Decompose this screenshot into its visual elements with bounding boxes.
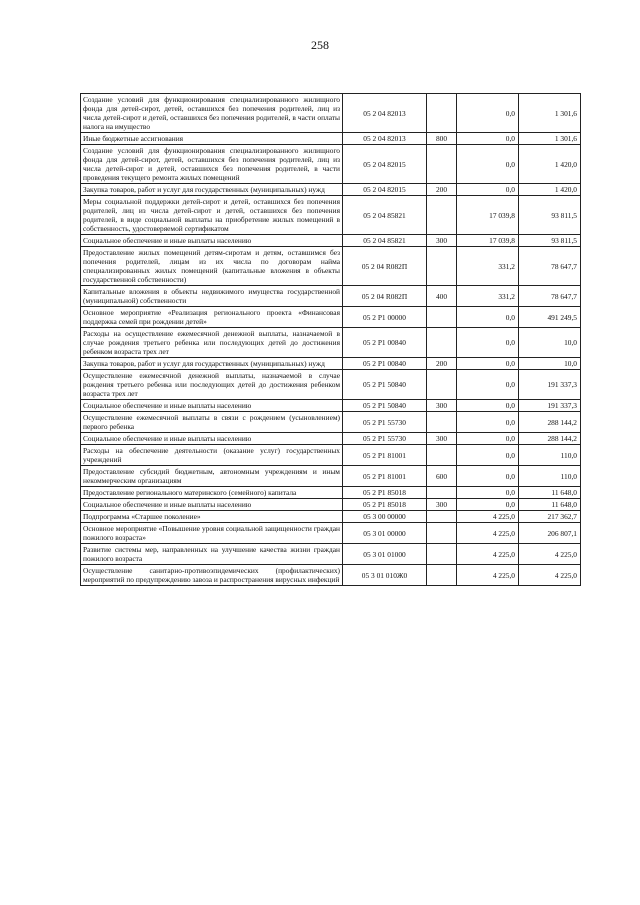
row-code-cell: 05 2 P1 81001 [343,466,427,487]
row-expense-type-cell: 800 [427,133,457,145]
table-row [81,487,581,499]
row-amount-2-cell: 4 225,0 [519,565,581,586]
row-amount-1-cell: 0,0 [457,307,519,328]
row-amount-1-cell: 0,0 [457,145,519,184]
row-name-cell: Предоставление жилых помещений детям-сиротам и детям, оставшимся без попечения родителей, лицам из их числа по договорам найма специализированных жилых помещений (капитальные вложения в объекты государственной собственности) [81,247,343,286]
row-amount-1-cell: 4 225,0 [457,511,519,523]
row-amount-2-cell: 110,0 [519,445,581,466]
row-name-cell: Социальное обеспечение и иные выплаты населению [81,235,343,247]
row-expense-type-cell: 300 [427,433,457,445]
row-name-cell: Предоставление субсидий бюджетным, автономным учреждениям и иным некоммерческим организациям [81,466,343,487]
table-row [81,400,581,412]
table-row [81,565,581,586]
row-amount-1-cell: 17 039,8 [457,235,519,247]
row-name-cell: Осуществление ежемесячной выплаты в связи с рождением (усыновлением) первого ребенка [81,412,343,433]
row-expense-type-cell [427,328,457,358]
row-amount-2-cell: 93 811,5 [519,196,581,235]
row-expense-type-cell: 300 [427,400,457,412]
row-name-cell: Подпрограмма «Старшее поколение» [81,511,343,523]
row-name-cell: Меры социальной поддержки детей-сирот и детей, оставшихся без попечения родителей, лиц из числа детей-сирот и детей, оставшихся без попечения родителей, в виде социальной выплаты на приобретение жилых помещений в собственность, удостоверяемой сертификатом [81,196,343,235]
table-row [81,370,581,400]
row-name-cell: Закупка товаров, работ и услуг для государственных (муниципальных) нужд [81,358,343,370]
row-expense-type-cell [427,511,457,523]
row-expense-type-cell [427,196,457,235]
row-amount-1-cell: 0,0 [457,370,519,400]
budget-table-body [81,94,581,586]
row-name-cell: Основное мероприятие «Реализация регионального проекта «Финансовая поддержка семей при рождении детей» [81,307,343,328]
table-row [81,523,581,544]
row-code-cell: 05 3 01 010Ж0 [343,565,427,586]
row-name-cell: Предоставление регионального материнского (семейного) капитала [81,487,343,499]
row-amount-1-cell: 331,2 [457,286,519,307]
table-row [81,466,581,487]
row-amount-1-cell: 0,0 [457,184,519,196]
row-amount-2-cell: 110,0 [519,466,581,487]
row-name-cell: Расходы на обеспечение деятельности (оказание услуг) государственных учреждений [81,445,343,466]
row-amount-2-cell: 93 811,5 [519,235,581,247]
row-name-cell: Закупка товаров, работ и услуг для государственных (муниципальных) нужд [81,184,343,196]
row-code-cell: 05 2 P1 00840 [343,328,427,358]
table-row [81,412,581,433]
row-code-cell: 05 3 00 00000 [343,511,427,523]
row-code-cell: 05 2 04 R082П [343,286,427,307]
table-row [81,286,581,307]
row-amount-2-cell: 191 337,3 [519,370,581,400]
page-number: 258 [311,38,329,52]
row-expense-type-cell [427,565,457,586]
row-code-cell: 05 2 P1 85018 [343,499,427,511]
row-expense-type-cell [427,412,457,433]
row-code-cell: 05 2 04 82015 [343,184,427,196]
row-name-cell: Создание условий для функционирования специализированного жилищного фонда для детей-сирот, детей, оставшихся без попечения родителей, лиц из числа детей-сирот и детей, оставшихся без попечения родителей, в части оплаты налога на имущество [81,94,343,133]
table-row [81,328,581,358]
row-amount-1-cell: 0,0 [457,499,519,511]
row-expense-type-cell [427,94,457,133]
row-amount-2-cell: 11 648,0 [519,499,581,511]
row-amount-2-cell: 288 144,2 [519,412,581,433]
row-amount-2-cell: 78 647,7 [519,286,581,307]
row-amount-1-cell: 4 225,0 [457,544,519,565]
table-row [81,145,581,184]
row-amount-1-cell: 0,0 [457,466,519,487]
table-row [81,433,581,445]
row-amount-2-cell: 1 420,0 [519,145,581,184]
row-amount-2-cell: 217 362,7 [519,511,581,523]
row-amount-2-cell: 288 144,2 [519,433,581,445]
row-amount-1-cell: 331,2 [457,247,519,286]
row-expense-type-cell [427,370,457,400]
table-row [81,196,581,235]
row-code-cell: 05 2 P1 81001 [343,445,427,466]
row-amount-2-cell: 10,0 [519,358,581,370]
row-code-cell: 05 2 04 82015 [343,145,427,184]
table-row [81,358,581,370]
table-row [81,307,581,328]
row-name-cell: Капитальные вложения в объекты недвижимого имущества государственной (муниципальной) собственности [81,286,343,307]
row-expense-type-cell [427,487,457,499]
row-expense-type-cell: 200 [427,358,457,370]
row-amount-2-cell: 4 225,0 [519,544,581,565]
row-name-cell: Осуществление санитарно-противоэпидемических (профилактических) мероприятий по предупреждению завоза и распространения вирусных инфекций [81,565,343,586]
row-expense-type-cell: 300 [427,499,457,511]
row-amount-1-cell: 17 039,8 [457,196,519,235]
row-amount-1-cell: 0,0 [457,445,519,466]
row-expense-type-cell [427,247,457,286]
table-row [81,184,581,196]
row-amount-1-cell: 0,0 [457,328,519,358]
row-code-cell: 05 2 04 R082П [343,247,427,286]
row-expense-type-cell [427,307,457,328]
row-code-cell: 05 2 04 85821 [343,235,427,247]
table-row [81,511,581,523]
table-row [81,94,581,133]
row-name-cell: Социальное обеспечение и иные выплаты населению [81,499,343,511]
row-code-cell: 05 2 P1 55730 [343,433,427,445]
row-expense-type-cell [427,445,457,466]
row-expense-type-cell: 300 [427,235,457,247]
row-name-cell: Развитие системы мер, направленных на улучшение качества жизни граждан пожилого возраста [81,544,343,565]
row-expense-type-cell: 600 [427,466,457,487]
row-expense-type-cell [427,523,457,544]
row-amount-2-cell: 1 301,6 [519,94,581,133]
row-name-cell: Социальное обеспечение и иные выплаты населению [81,400,343,412]
row-expense-type-cell: 200 [427,184,457,196]
row-name-cell: Осуществление ежемесячной денежной выплаты, назначаемой в случае рождения третьего ребенка или последующих детей до достижения ребенком возраста трех лет [81,370,343,400]
table-row [81,133,581,145]
row-amount-2-cell: 491 249,5 [519,307,581,328]
row-expense-type-cell [427,145,457,184]
row-code-cell: 05 2 P1 55730 [343,412,427,433]
row-code-cell: 05 3 01 01000 [343,544,427,565]
row-code-cell: 05 3 01 00000 [343,523,427,544]
row-code-cell: 05 2 04 85821 [343,196,427,235]
row-amount-1-cell: 0,0 [457,487,519,499]
table-row [81,499,581,511]
row-amount-2-cell: 1 301,6 [519,133,581,145]
row-expense-type-cell [427,544,457,565]
row-code-cell: 05 2 P1 85018 [343,487,427,499]
row-name-cell: Создание условий для функционирования специализированного жилищного фонда для детей-сирот, детей, оставшихся без попечения родителей, лиц из числа детей-сирот и детей, оставшихся без попечения родителей, в части проведения текущего ремонта жилых помещений [81,145,343,184]
table-row [81,544,581,565]
budget-table [80,93,581,586]
row-amount-1-cell: 0,0 [457,94,519,133]
row-amount-2-cell: 191 337,3 [519,400,581,412]
table-row [81,247,581,286]
row-name-cell: Расходы на осуществление ежемесячной денежной выплаты, назначаемой в случае рождения третьего ребенка или последующих детей до достижения ребенком возраста трех лет [81,328,343,358]
row-amount-1-cell: 0,0 [457,412,519,433]
row-amount-2-cell: 11 648,0 [519,487,581,499]
row-code-cell: 05 2 P1 50840 [343,370,427,400]
row-amount-2-cell: 1 420,0 [519,184,581,196]
row-code-cell: 05 2 P1 00000 [343,307,427,328]
row-amount-2-cell: 206 807,1 [519,523,581,544]
table-row [81,235,581,247]
table-row [81,445,581,466]
row-amount-1-cell: 0,0 [457,133,519,145]
row-name-cell: Основное мероприятие «Повышение уровня социальной защищенности граждан пожилого возраста» [81,523,343,544]
row-amount-2-cell: 10,0 [519,328,581,358]
row-amount-1-cell: 0,0 [457,400,519,412]
row-name-cell: Иные бюджетные ассигнования [81,133,343,145]
row-code-cell: 05 2 04 82013 [343,133,427,145]
row-code-cell: 05 2 04 82013 [343,94,427,133]
row-amount-1-cell: 0,0 [457,433,519,445]
row-name-cell: Социальное обеспечение и иные выплаты населению [81,433,343,445]
row-code-cell: 05 2 P1 50840 [343,400,427,412]
row-code-cell: 05 2 P1 00840 [343,358,427,370]
row-amount-1-cell: 4 225,0 [457,523,519,544]
row-amount-2-cell: 78 647,7 [519,247,581,286]
row-amount-1-cell: 0,0 [457,358,519,370]
row-expense-type-cell: 400 [427,286,457,307]
row-amount-1-cell: 4 225,0 [457,565,519,586]
